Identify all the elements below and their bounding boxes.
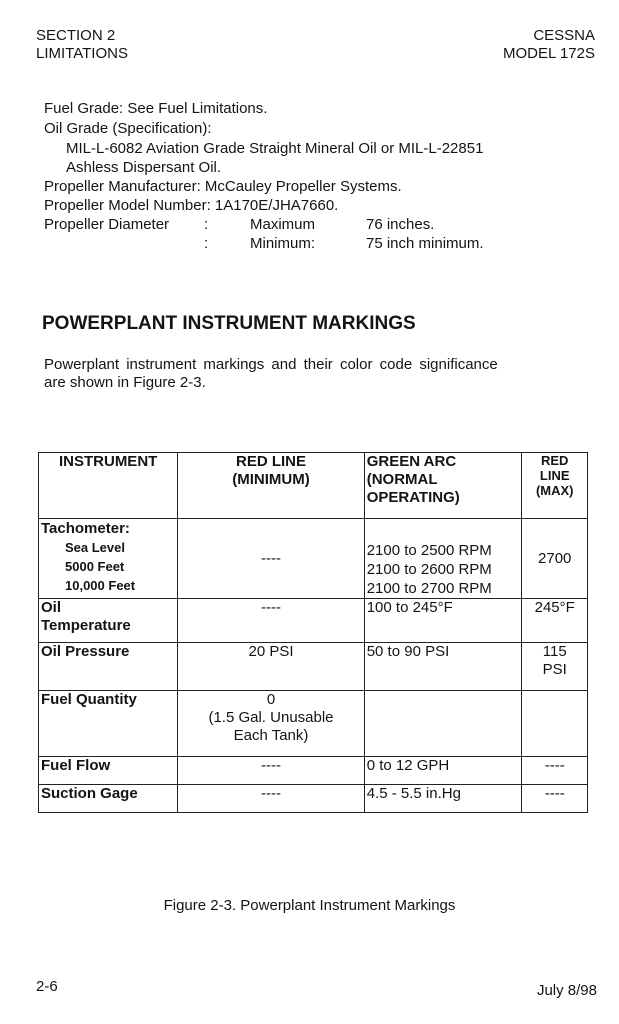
cell-oil-pressure-label: Oil Pressure [39, 643, 178, 691]
diameter-colon-2: : [204, 235, 209, 252]
table-row-suction-gage [39, 785, 588, 813]
cell-tachometer-red-max: 2700 [522, 519, 588, 599]
cell-oil-temp-red-min: ---- [178, 599, 364, 643]
oil-spec-line2: Ashless Dispersant Oil. [66, 159, 222, 176]
table-row-fuel-flow [39, 757, 588, 785]
cell-tachometer-green: 2100 to 2500 RPM 2100 to 2600 RPM 2100 to 2700 RPM [364, 519, 522, 599]
fuel-grade: Fuel Grade: See Fuel Limitations. [44, 100, 268, 117]
cell-oil-temp-red-max: 245°F [522, 599, 588, 643]
oil-grade: Oil Grade (Specification): [44, 120, 212, 137]
cell-suction-green: 4.5 - 5.5 in.Hg [364, 785, 522, 813]
section-number: SECTION 2 [36, 27, 116, 44]
cell-oil-temp-label: Oil Temperature [39, 599, 178, 643]
propeller-diameter-label: Propeller Diameter [44, 216, 170, 233]
page-number: 2-6 [36, 978, 58, 995]
cell-fuel-flow-label: Fuel Flow [39, 757, 178, 785]
header-instrument: INSTRUMENT [39, 453, 178, 519]
cell-fuel-quantity-green [364, 691, 522, 757]
header-green-arc: GREEN ARC (NORMAL OPERATING) [364, 453, 522, 519]
cell-fuel-flow-red-min: ---- [178, 757, 364, 785]
cell-oil-temp-green: 100 to 245°F [364, 599, 522, 643]
table-row-oil-temperature [39, 599, 588, 643]
table-row-tachometer [39, 519, 588, 599]
diameter-max-label: Maximum [250, 216, 316, 233]
diameter-min-value: 75 inch minimum. [366, 235, 484, 252]
section-title: LIMITATIONS [36, 45, 128, 62]
revision-date: July 8/98 [536, 982, 597, 999]
header-red-line-min: RED LINE (MINIMUM) [178, 453, 364, 519]
instrument-markings-table [38, 452, 588, 813]
table-row-oil-pressure [39, 643, 588, 691]
cell-oil-pressure-red-max: 115 PSI [522, 643, 588, 691]
diameter-min-label: Minimum: [250, 235, 316, 252]
cell-suction-red-min: ---- [178, 785, 364, 813]
table-row-fuel-quantity [39, 691, 588, 757]
manufacturer-label: CESSNA [533, 27, 595, 44]
intro-line1: Powerplant instrument markings and their color code significance [44, 356, 498, 373]
cell-oil-pressure-red-min: 20 PSI [178, 643, 364, 691]
cell-fuel-quantity-red-min: 0 (1.5 Gal. Unusable Each Tank) [178, 691, 364, 757]
cell-suction-red-max: ---- [522, 785, 588, 813]
table-header-row [39, 453, 588, 519]
model-label: MODEL 172S [503, 45, 595, 62]
figure-caption: Figure 2-3. Powerplant Instrument Markings [163, 897, 456, 914]
cell-tachometer-label: Tachometer: Sea Level 5000 Feet 10,000 Feet [39, 519, 178, 599]
intro-line2: are shown in Figure 2-3. [44, 374, 206, 391]
section-heading: POWERPLANT INSTRUMENT MARKINGS [42, 313, 416, 334]
cell-fuel-quantity-red-max [522, 691, 588, 757]
cell-fuel-flow-red-max: ---- [522, 757, 588, 785]
propeller-manufacturer: Propeller Manufacturer: McCauley Propeller Systems. [44, 178, 402, 195]
diameter-colon-1: : [204, 216, 209, 233]
header-red-line-max: RED LINE (MAX) [522, 453, 588, 519]
cell-tachometer-red-min: ---- [178, 519, 364, 599]
diameter-max-value: 76 inches. [366, 216, 435, 233]
cell-fuel-flow-green: 0 to 12 GPH [364, 757, 522, 785]
cell-suction-label: Suction Gage [39, 785, 178, 813]
cell-oil-pressure-green: 50 to 90 PSI [364, 643, 522, 691]
cell-fuel-quantity-label: Fuel Quantity [39, 691, 178, 757]
propeller-model: Propeller Model Number: 1A170E/JHA7660. [44, 197, 339, 214]
oil-spec-line1: MIL-L-6082 Aviation Grade Straight Mineral Oil or MIL-L-22851 [66, 140, 484, 157]
